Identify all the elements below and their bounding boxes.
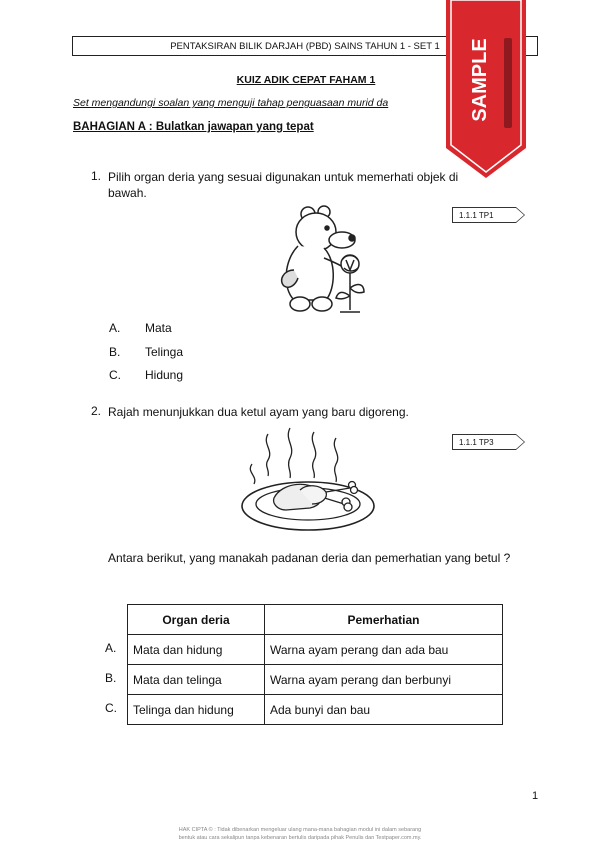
table-row[interactable] bbox=[128, 695, 503, 725]
row-c-observation: Ada bunyi dan bau bbox=[265, 695, 503, 725]
column-header-observation: Pemerhatian bbox=[265, 605, 503, 635]
row-c-organ: Telinga dan hidung bbox=[128, 695, 265, 725]
question-1-option-b[interactable]: Telinga bbox=[145, 345, 184, 359]
matching-table bbox=[127, 604, 503, 725]
row-c-letter: C. bbox=[105, 701, 117, 715]
row-b-letter: B. bbox=[105, 671, 117, 685]
quiz-title: KUIZ ADIK CEPAT FAHAM 1 bbox=[236, 74, 376, 86]
question-2-tag: 1.1.1 TP3 bbox=[452, 434, 516, 450]
bear-smelling-flower-illustration bbox=[272, 200, 372, 318]
table-row[interactable] bbox=[128, 665, 503, 695]
copyright-line-2: bentuk atau cara sekalipun tanpa kebenaran bertulis daripada pihak Penulis dan Testpaper.com.my. bbox=[178, 835, 422, 841]
question-1-tag: 1.1.1 TP1 bbox=[452, 207, 516, 223]
watermark-text: SAMPLE bbox=[469, 38, 491, 122]
row-b-organ: Mata dan telinga bbox=[128, 665, 265, 695]
sample-watermark-ribbon bbox=[446, 0, 526, 180]
fried-chicken-plate-illustration bbox=[240, 424, 380, 534]
document-header: PENTAKSIRAN BILIK DARJAH (PBD) SAINS TAHUN 1 - SET 1 bbox=[72, 36, 538, 56]
question-2-number: 2. bbox=[91, 404, 102, 418]
row-a-letter: A. bbox=[105, 641, 117, 655]
row-a-observation: Warna ayam perang dan ada bau bbox=[265, 635, 503, 665]
question-2-prompt: Antara berikut, yang manakah padanan deria dan pemerhatian yang betul ? bbox=[108, 551, 511, 565]
copyright-footer bbox=[0, 826, 600, 842]
quiz-subtitle: Set mengandungi soalan yang menguji tahap penguasaan murid da bbox=[73, 97, 389, 109]
question-1-option-c[interactable]: Hidung bbox=[145, 368, 184, 382]
table-row[interactable] bbox=[128, 635, 503, 665]
question-2-text: Rajah menunjukkan dua ketul ayam yang baru digoreng. bbox=[108, 405, 409, 419]
question-1-option-b-letter: B. bbox=[109, 345, 121, 359]
copyright-line-1: HAK CIPTA © : Tidak dibenarkan mengeluar ulang mana-mana bahagian modul ini dalam sebarang bbox=[178, 827, 422, 833]
row-b-observation: Warna ayam perang dan berbunyi bbox=[265, 665, 503, 695]
column-header-organ: Organ deria bbox=[128, 605, 265, 635]
page-number: 1 bbox=[532, 790, 539, 802]
question-1-number: 1. bbox=[91, 169, 102, 183]
question-1-option-a[interactable]: Mata bbox=[145, 321, 172, 335]
table-header-row bbox=[128, 605, 503, 635]
question-1-option-c-letter: C. bbox=[109, 368, 121, 382]
question-1-option-a-letter: A. bbox=[109, 321, 121, 335]
section-title: BAHAGIAN A : Bulatkan jawapan yang tepat bbox=[73, 121, 314, 133]
question-1-text: Pilih organ deria yang sesuai digunakan untuk memerhati objek di bawah. bbox=[108, 170, 459, 200]
row-a-organ: Mata dan hidung bbox=[128, 635, 265, 665]
